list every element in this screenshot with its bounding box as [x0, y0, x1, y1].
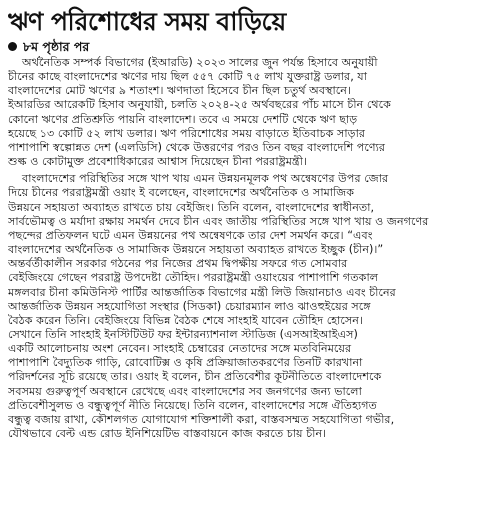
paragraph	[8, 56, 469, 169]
text-line: দিয়ে চীনের পররাষ্ট্রমন্ত্রী ওয়াং ই বলেছেন, বাংলাদেশের অর্থনৈতিক ও সামাজিক	[8, 186, 355, 200]
text-line: সার্বভৌমত্ব ও মর্যাদা রক্ষায় সমর্থন দেবে চীন এবং জাতীয় পরিস্থিতির সঙ্গে খাপ খায় ও জনগণের	[8, 214, 429, 228]
text-line: চীনের কাছে বাংলাদেশের ঋণের দায় ছিল ৫৫৭ কোটি ৭৫ লাখ যুক্তরাষ্ট্র ডলার, যা	[8, 70, 367, 84]
text-line: পরিদর্শনের সূচি রয়েছে তার। ওয়াং ই বলেন, চীন প্রতিবেশীর কূটনীতিতে বাংলাদেশকে	[8, 370, 382, 384]
text-line: পছন্দের প্রতিফলন ঘটে এমন উন্নয়নের পথ অন্বেষণকে তার দেশ সমর্থন করে। “এবং	[8, 228, 373, 242]
text-line: ইআরডির আরেকটি হিসাব অনুযায়ী, চলতি ২০২৪-২৫ অর্থবছরের পাঁচ মাসে চীন থেকে	[8, 98, 391, 112]
text-line: বন্ধুত্ব বজায় রাখা, কৌশলগত যোগাযোগ শক্তিশালী করা, বাস্তবসম্মত সহযোগিতা গভীর,	[8, 412, 395, 426]
text-line: যৌথভাবে বেল্ট এন্ড রোড ইনিশিয়েটিভ বাস্তবায়নে কাজ করতে চায় চীন।	[8, 427, 327, 441]
paragraph	[8, 172, 469, 441]
text-line: বাংলাদেশের অর্থনৈতিক ও সামাজিক উন্নয়নে সহায়তা অব্যাহত রাখতে ইচ্ছুক (চীন)।”	[8, 243, 384, 257]
text-line: একটি আলোচনায় অংশ নেবেন। সাংহাই চেম্বারের নেতাদের সঙ্গে মতবিনিময়ের	[8, 342, 352, 356]
text-line: সবসময় গুরুত্বপূর্ণ অবস্থানে রেখেছে এবং বাংলাদেশের সব জনগণের জন্য ভালো	[8, 384, 362, 398]
text-line: মঙ্গলবার চীনা কমিউনিস্ট পার্টির আন্তর্জাতিক বিভাগের মন্ত্রী লিউ জিয়ানচাও এবং চীনের	[8, 285, 396, 299]
text-line: বৈঠক করেন তিনি। বেইজিংয়ে বিভিন্ন বৈঠক শেষে সাংহাই যাবেন তৌহিদ হোসেন।	[8, 313, 363, 327]
text-line: বাংলাদেশের পরিস্থিতির সঙ্গে খাপ খায় এমন উন্নয়নমূলক পথ অন্বেষণের উপর জোর	[22, 172, 389, 186]
bullet-icon	[8, 42, 17, 51]
headline: ঋণ পরিশোধের সময় বাড়িয়ে	[8, 7, 286, 36]
continued-from	[8, 39, 469, 54]
text-line: শুল্ক ও কোটামুক্ত প্রবেশাধিকারের আশ্বাস দিয়েছেন চীনা পররাষ্ট্রমন্ত্রী।	[8, 155, 307, 169]
text-line: উন্নয়নে সহায়তা অব্যাহত রাখতে চায় বেইজিং। তিনি বলেন, বাংলাদেশের স্বাধীনতা,	[8, 200, 375, 214]
text-line: অন্তর্বর্তীকালীন সরকার গঠনের পর নিজের প্রথম দ্বিপক্ষীয় সফরে গত সোমবার	[8, 257, 348, 271]
text-line: হয়েছে ১৩ কোটি ৫২ লাখ ডলার। ঋণ পরিশোধের সময় বাড়াতে ইতিবাচক সাড়ার	[8, 126, 366, 140]
text-line: বেইজিংয়ে গেছেন পররাষ্ট্র উপদেষ্টা তৌহিদ। পররাষ্ট্রমন্ত্রী ওয়াংয়ের পাশাপাশি গতকাল	[8, 271, 379, 285]
continued-label: ৮ম পৃষ্ঠার পর	[23, 39, 90, 54]
text-line: অর্থনৈতিক সম্পর্ক বিভাগের (ইআরডি) ২০২৩ সালের জুন পর্যন্ত হিসাবে অনুযায়ী	[22, 56, 378, 69]
article-body	[8, 56, 469, 441]
text-line: সেখানে তিনি সাংহাই ইনস্টিটিউট ফর ইন্টারন্যাশনাল স্টাডিজ (এসআইআইএস)	[8, 327, 358, 341]
text-line: প্রতিবেশীসুলভ ও বন্ধুত্বপূর্ণ নীতি নিয়েছে। তিনি বলেন, বাংলাদেশের সঙ্গে ঐতিহ্যগত	[8, 398, 377, 412]
text-line: আন্তর্জাতিক উন্নয়ন সহযোগিতা সংস্থার (সিডকা) চেয়ারম্যান লাও ঝাওহুইয়ের সঙ্গে	[8, 299, 371, 313]
text-line: বাংলাদেশের মোট ঋণের ৯ শতাংশ। ঋণদাতা হিসেবে চীন ছিল চতুর্থ অবস্থানে।	[8, 84, 351, 98]
text-line: পাশাপাশি স্বল্পোন্নত দেশ (এলডিসি) থেকে উত্তরণের পরও তিন বছর বাংলাদেশি পণ্যের	[8, 140, 385, 154]
text-line: পাশাপাশি বৈদ্যুতিক গাড়ি, রোবোটিক্স ও কৃষি প্রক্রিয়াজাতকরণের তিনটি কারখানা	[8, 356, 363, 370]
text-line: কোনো ঋণের প্রতিশ্রুতি পায়নি বাংলাদেশ। তবে এ সময়ে দেশটি থেকে ঋণ ছাড়	[8, 112, 358, 126]
